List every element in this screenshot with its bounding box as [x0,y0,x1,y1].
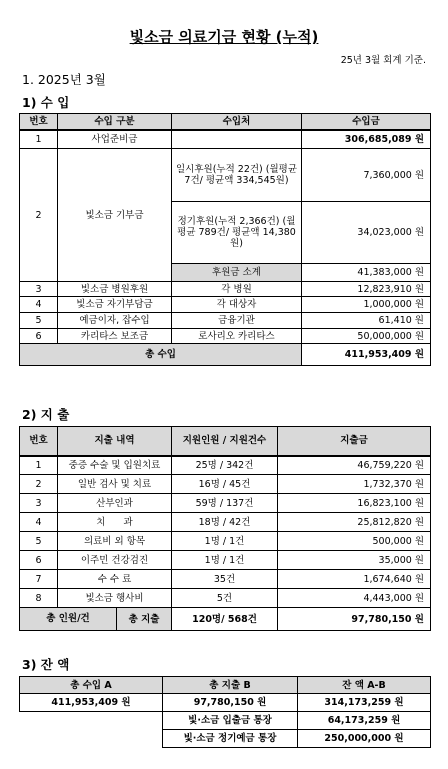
table-row [20,551,431,570]
account-row [20,730,431,748]
header-item: 지출 내역 [58,427,172,456]
row-source: 각 병원 [172,282,302,297]
row-item: 산부인과 [58,494,172,513]
balance-heading: 3) 잔 액 [22,657,70,672]
period-heading: 1. 2025년 3월 [22,72,106,87]
row-amount: 35,000 원 [278,551,431,570]
row-count: 18명 / 42건 [172,513,278,532]
header-count: 지원인원 / 지원건수 [172,427,278,456]
expense-total-label: 총 지출 [128,613,160,625]
balance-table [19,676,431,748]
table-row [20,589,431,608]
income-total-row [20,344,431,366]
row-category: 빛소금 자기부담금 [58,297,172,313]
row-amount: 16,823,100 원 [278,494,431,513]
row-amount: 12,823,910 원 [302,282,431,297]
expense-table [19,426,431,631]
header-amount: 지출금 [278,427,431,456]
row-category: 사업준비금 [58,130,172,149]
empty-cell [20,712,163,730]
row-source: 금융기관 [172,313,302,329]
income-header-row [20,114,431,130]
income-total-label: 총 수입 [20,344,302,366]
row-item: 일반 검사 및 치료 [58,475,172,494]
row-count: 5건 [172,589,278,608]
table-row [20,313,431,329]
row-count: 25명 / 342건 [172,456,278,475]
row-item: 치 과 [58,513,172,532]
header-category: 수입 구분 [58,114,172,130]
balance-expense-total: 97,780,150 원 [163,694,298,712]
row-category: 예금이자, 잡수입 [58,313,172,329]
balance-row [20,694,431,712]
row-source: 로사리오 카리타스 [172,329,302,344]
row-source-oneoff: 일시후원(누적 22건) (월평균 7건/ 평균액 334,545원) [172,149,302,202]
table-row [20,513,431,532]
header-no: 번호 [20,114,58,130]
row-no: 4 [20,297,58,313]
row-amount: 306,685,089 원 [302,130,431,149]
expense-total-amount: 97,780,150 원 [278,608,431,631]
table-row [20,282,431,297]
table-row [20,570,431,589]
row-count: 59명 / 137건 [172,494,278,513]
row-amount: 61,410 원 [302,313,431,329]
row-no: 1 [20,456,58,475]
row-no: 2 [20,149,58,282]
account-row [20,712,431,730]
row-amount: 50,000,000 원 [302,329,431,344]
subtotal-label: 후원금 소계 [172,264,302,282]
header-amount: 수입금 [302,114,431,130]
expense-total-row [20,608,431,631]
row-no: 5 [20,532,58,551]
row-category: 카리타스 보조금 [58,329,172,344]
row-amount: 4,443,000 원 [278,589,431,608]
expense-header-row [20,427,431,456]
row-no: 2 [20,475,58,494]
row-category: 빛소금 기부금 [58,149,172,282]
header-total-expense: 총 지출 B [163,677,298,694]
table-row [20,329,431,344]
total-people-label: 총 인원/건 [20,608,117,630]
row-item: 이주민 건강검진 [58,551,172,570]
empty-cell [20,730,163,748]
table-row [20,494,431,513]
income-total-amount: 411,953,409 원 [302,344,431,366]
row-category: 빛소금 병원후원 [58,282,172,297]
row-count: 35건 [172,570,278,589]
row-amount-regular: 34,023,000 원 [302,202,431,264]
row-source: 각 대상자 [172,297,302,313]
balance-header-row [20,677,431,694]
row-count: 16명 / 45건 [172,475,278,494]
row-item: 의료비 외 항목 [58,532,172,551]
table-row [20,149,431,202]
row-amount: 1,000,000 원 [302,297,431,313]
row-no: 3 [20,494,58,513]
account-amount: 250,000,000 원 [298,730,431,748]
row-no: 5 [20,313,58,329]
expense-total-count: 120명/ 568건 [172,608,278,631]
expense-heading: 2) 지 출 [22,407,70,422]
row-amount: 46,759,220 원 [278,456,431,475]
row-no: 6 [20,551,58,570]
row-item: 중증 수술 및 입원치료 [58,456,172,475]
table-row [20,456,431,475]
row-no: 8 [20,589,58,608]
row-item: 수 수 료 [58,570,172,589]
table-row [20,532,431,551]
header-source: 수입처 [172,114,302,130]
balance-amount: 314,173,259 원 [298,694,431,712]
row-amount: 1,732,370 원 [278,475,431,494]
header-balance: 잔 액 A-B [298,677,431,694]
row-amount-oneoff: 7,360,000 원 [302,149,431,202]
row-source-regular: 정기후원(누적 2,366건) (월평균 789건/ 평균액 14,380원) [172,202,302,264]
income-table [19,113,431,366]
row-source [172,130,302,149]
row-count: 1명 / 1건 [172,532,278,551]
account-amount: 64,173,259 원 [298,712,431,730]
row-amount: 500,000 원 [278,532,431,551]
page-title: 빛소금 의료기금 현황 (누적) [129,28,319,46]
row-no: 3 [20,282,58,297]
row-amount: 25,812,820 원 [278,513,431,532]
subtotal-amount: 41,383,000 원 [302,264,431,282]
income-heading: 1) 수 입 [22,95,70,110]
row-amount: 1,674,640 원 [278,570,431,589]
row-no: 7 [20,570,58,589]
table-row [20,475,431,494]
header-no: 번호 [20,427,58,456]
account-label: 빛·소금 입출금 통장 [163,712,298,730]
row-no: 4 [20,513,58,532]
header-total-income: 총 수입 A [20,677,163,694]
table-row [20,297,431,313]
account-label: 빛·소금 정기예금 통장 [163,730,298,748]
balance-income-total: 411,953,409 원 [20,694,163,712]
row-item: 빛소금 행사비 [58,589,172,608]
row-no: 1 [20,130,58,149]
report-date: 25년 3월 회계 기준. [340,55,426,66]
row-count: 1명 / 1건 [172,551,278,570]
table-row [20,130,431,149]
row-no: 6 [20,329,58,344]
expense-total-label-cell [20,608,172,631]
